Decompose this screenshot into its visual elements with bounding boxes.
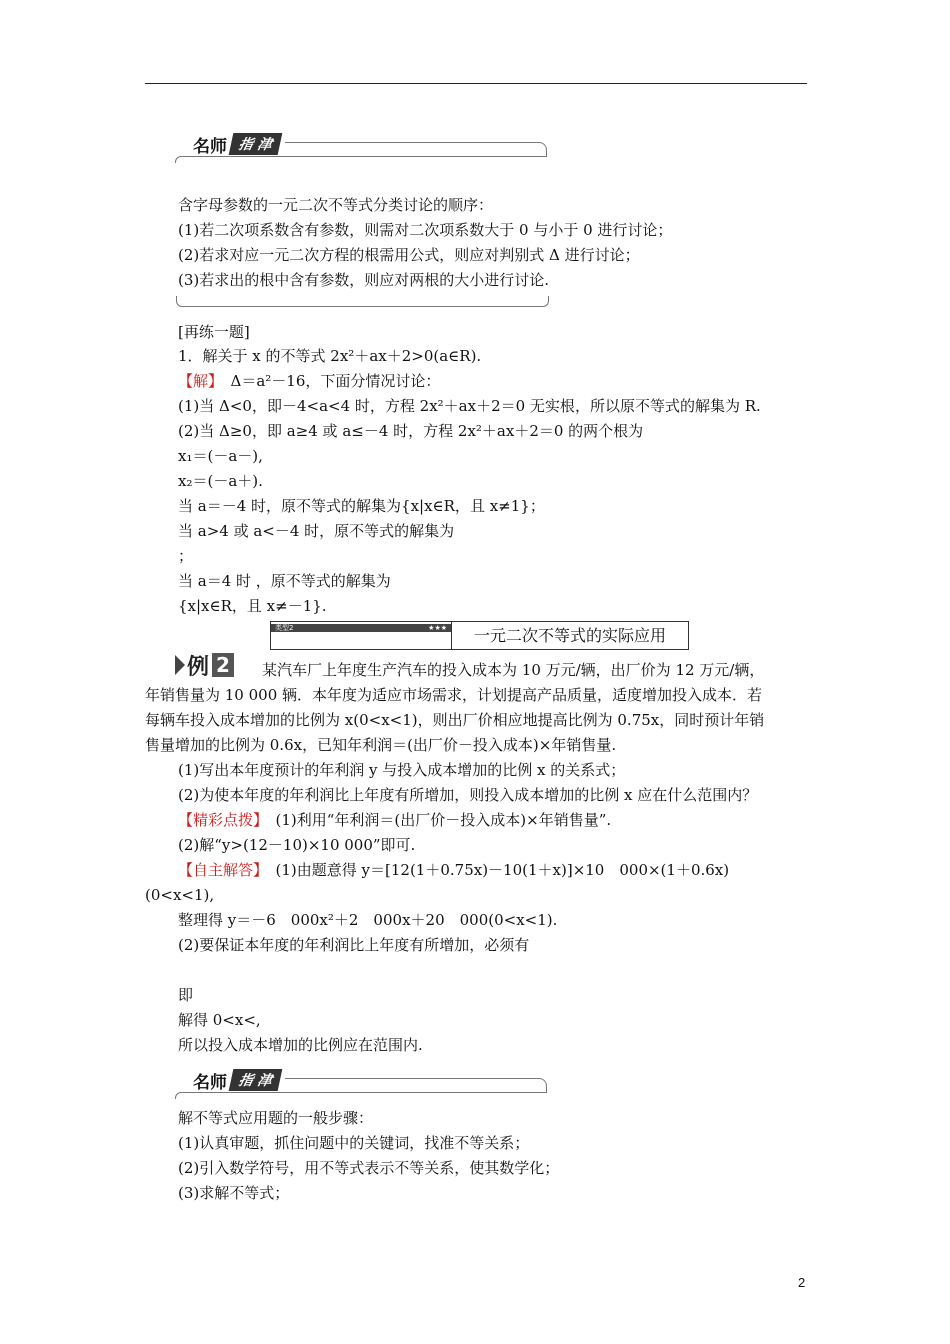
practice-line: x₂＝(－a＋).	[178, 472, 263, 490]
example-number: 2	[212, 653, 234, 677]
type-bar	[270, 621, 689, 650]
practice-line: 当 a>4 或 a<－4 时，原不等式的解集为	[178, 522, 455, 540]
tip-tag	[179, 1068, 280, 1092]
answer-text: (1)由题意得 y＝[12(1＋0.75x)－10(1＋x)]×10 000×(1＋0.6x)	[260, 861, 730, 879]
answer-line: 所以投入成本增加的比例应在范围内.	[178, 1036, 423, 1054]
tip-tag	[179, 132, 280, 156]
example-line: (2)为使本年度的年利润比上年度有所增加，则投入成本增加的比例 x 应在什么范围内？	[178, 786, 758, 804]
answer-line: (0<x<1),	[145, 886, 215, 904]
tip-frame-line	[285, 142, 547, 157]
tip-name: 名师	[193, 1072, 227, 1093]
hint-text: (1)利用“年利润＝(出厂价－投入成本)×年销售量”.	[260, 811, 612, 829]
hint-label: 【精彩点拨】	[178, 811, 261, 829]
example-line: 年销售量为 10 000 辆．本年度为适应市场需求，计划提高产品质量，适度增加投入成本．若	[145, 686, 763, 704]
example-line: 某汽车厂上年度生产汽车的投入成本为 10 万元/辆，出厂价为 12 万元/辆，	[262, 661, 765, 679]
tip-frame-under	[175, 1092, 547, 1099]
practice-line: ；	[178, 547, 194, 565]
arrow-icon	[175, 655, 185, 675]
answer-line: 解得 0<x<,	[178, 1011, 261, 1029]
page-number: 2	[798, 1275, 806, 1290]
example-line: (1)写出本年度预计的年利润 y 与投入成本增加的比例 x 的关系式；	[178, 761, 626, 779]
type-tag-right: ★★★	[428, 624, 447, 632]
answer-line: 整理得 y＝－6 000x²＋2 000x＋20 000(0<x<1).	[178, 911, 558, 929]
answer-line	[178, 859, 729, 881]
tip-badge: 指 津	[229, 133, 283, 155]
tip-name: 名师	[193, 136, 227, 157]
tip2-line: (1)认真审题，抓住问题中的关键词，找准不等关系；	[178, 1134, 530, 1152]
practice-line: (1)当 Δ<0，即－4<a<4 时，方程 2x²＋ax＋2＝0 无实根，所以原不等式的解集为 R.	[178, 397, 761, 415]
tip-header-1	[175, 132, 547, 162]
tip1-line: (2)若求对应一元二次方程的根需用公式，则应对判别式 Δ 进行讨论；	[178, 246, 640, 264]
solve-line	[178, 370, 440, 392]
hint-line	[178, 809, 611, 831]
answer-line: 即	[178, 986, 194, 1004]
type-tag	[271, 624, 451, 632]
tip1-line: (3)若求出的根中含有参数，则应对两根的大小进行讨论.	[178, 271, 550, 289]
example-line: 售量增加的比例为 0.6x，已知年利润＝(出厂价－投入成本)×年销售量.	[145, 736, 617, 754]
tip2-line: 解不等式应用题的一般步骤：	[178, 1109, 374, 1127]
type-tag-left: 类型2	[275, 624, 294, 632]
tip1-line: 含字母参数的一元二次不等式分类讨论的顺序：	[178, 196, 494, 214]
practice-question: 1．解关于 x 的不等式 2x²＋ax＋2>0(a∈R).	[178, 347, 482, 365]
tip-frame-line	[285, 1078, 547, 1093]
tip-frame-under	[175, 156, 547, 163]
tip-bottom-1	[176, 296, 549, 307]
tip1-line: (1)若二次项系数含有参数，则需对二次项系数大于 0 与小于 0 进行讨论；	[178, 221, 673, 239]
header-rule	[145, 83, 807, 84]
practice-heading: [再练一题]	[178, 323, 250, 341]
example-badge	[175, 652, 234, 678]
practice-line: 当 a＝－4 时，原不等式的解集为{x|x∈R，且 x≠1}；	[178, 497, 545, 515]
tip-badge: 指 津	[229, 1069, 283, 1091]
example-word: 例	[187, 654, 210, 680]
solve-text: Δ＝a²－16，下面分情况讨论：	[215, 372, 441, 390]
type-title: 一元二次不等式的实际应用	[451, 622, 688, 649]
solve-label: 【解】	[178, 372, 216, 390]
practice-line: (2)当 Δ≥0，即 a≥4 或 a≤－4 时，方程 2x²＋ax＋2＝0 的两个根为	[178, 422, 644, 440]
tip2-line: (3)求解不等式；	[178, 1184, 290, 1202]
practice-line: x₁＝(－a－),	[178, 447, 263, 465]
answer-line: (2)要保证本年度的年利润比上年度有所增加，必须有	[178, 936, 530, 954]
example-line: 每辆车投入成本增加的比例为 x(0<x<1)，则出厂价相应地提高比例为 0.75x，同时预计年销	[145, 711, 765, 729]
hint-line-2: (2)解“y>(12－10)×10 000”即可.	[178, 836, 416, 854]
tip-header-2	[175, 1068, 547, 1098]
answer-label: 【自主解答】	[178, 861, 261, 879]
practice-line: {x|x∈R，且 x≠－1}.	[178, 597, 327, 615]
tip2-line: (2)引入数学符号，用不等式表示不等关系，使其数学化；	[178, 1159, 560, 1177]
practice-line: 当 a＝4 时 ，原不等式的解集为	[178, 572, 391, 590]
